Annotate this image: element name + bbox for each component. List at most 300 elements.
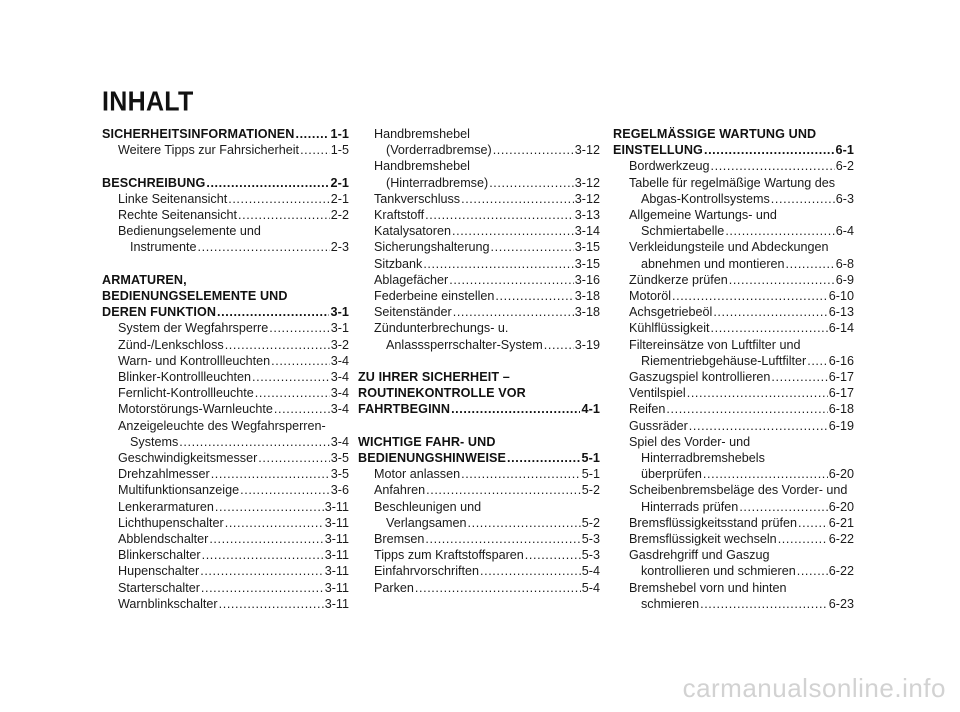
entry-title: schmieren: [641, 596, 700, 611]
entry-title: kontrollieren und schmieren: [641, 564, 796, 579]
entry-title: (Hinterradbremse): [386, 175, 489, 190]
toc-entry[interactable]: [613, 207, 854, 239]
toc-entry[interactable]: [613, 320, 854, 336]
entry-title: Bremsflüssigkeitsstand prüfen: [629, 515, 797, 530]
toc-entry[interactable]: [358, 563, 600, 579]
entry-title: Weitere Tipps zur Fahrsicherheit: [118, 143, 300, 158]
page-number: 4-1: [581, 402, 600, 417]
chapter-title: DEREN FUNKTION: [102, 305, 217, 320]
entry-line: [102, 239, 349, 255]
dot-leader: [211, 466, 330, 482]
entry-title-line: Spiel des Vorder- und: [629, 434, 751, 449]
entry-line: [102, 450, 349, 466]
toc-entry[interactable]: [102, 142, 349, 158]
entry-line: [613, 191, 854, 207]
entry-line: [102, 547, 349, 563]
toc-chapter[interactable]: [102, 272, 349, 321]
page-number: 5-3: [581, 532, 600, 547]
page-number: 5-1: [581, 467, 600, 482]
page-number: 2-1: [330, 175, 349, 190]
page-number: 3-11: [324, 564, 349, 579]
entry-line: [358, 207, 600, 223]
entry-line: [613, 272, 854, 288]
dot-leader: [689, 418, 828, 434]
toc-entry[interactable]: [613, 304, 854, 320]
dot-leader: [797, 563, 828, 579]
page-number: 6-16: [828, 353, 854, 368]
page-number: 3-1: [330, 321, 349, 336]
dot-leader: [544, 337, 574, 353]
dot-leader: [491, 239, 574, 255]
dot-leader: [219, 596, 324, 612]
toc-entry[interactable]: [613, 288, 854, 304]
entry-title: Fernlicht-Kontrollleuchte: [118, 386, 254, 401]
entry-line: [358, 515, 600, 531]
dot-leader: [489, 175, 574, 191]
toc-entry[interactable]: [358, 256, 600, 272]
dot-leader: [525, 547, 581, 563]
page-number: 3-12: [574, 143, 600, 158]
entry-title: Zünd-/Lenkschloss: [118, 337, 224, 352]
dot-leader: [198, 239, 330, 255]
dot-leader: [295, 126, 329, 142]
toc-entry[interactable]: [102, 353, 349, 369]
spacer: [358, 418, 600, 434]
page-number: 2-1: [330, 191, 349, 206]
entry-title: Verlangsamen: [386, 515, 467, 530]
dot-leader: [480, 563, 581, 579]
dot-leader: [426, 482, 581, 498]
entry-title-line: Hinterradbremshebels: [641, 451, 765, 466]
toc-entry[interactable]: [613, 515, 854, 531]
toc-entry[interactable]: [102, 337, 349, 353]
toc-entry[interactable]: [613, 418, 854, 434]
entry-line: [102, 207, 349, 223]
dot-leader: [206, 175, 329, 191]
entry-line: [358, 223, 600, 239]
dot-leader: [449, 272, 574, 288]
entry-line: [358, 175, 600, 191]
entry-line: [358, 256, 600, 272]
toc-entry[interactable]: [102, 466, 349, 482]
toc-entry[interactable]: [613, 434, 854, 483]
entry-title-line: Scheibenbremsbeläge des Vorder- und: [629, 483, 848, 498]
entry-line: [358, 239, 600, 255]
toc-entry[interactable]: [613, 158, 854, 174]
dot-leader: [202, 547, 324, 563]
entry-title: Tipps zum Kraftstoffsparen: [374, 548, 524, 563]
dot-leader: [215, 499, 324, 515]
toc-entry[interactable]: [102, 563, 349, 579]
toc-chapter[interactable]: [102, 126, 349, 142]
page-number: 3-5: [330, 451, 349, 466]
page-number: 6-2: [835, 159, 854, 174]
toc-entry[interactable]: [102, 547, 349, 563]
page-number: 6-3: [835, 191, 854, 206]
entry-line: [102, 580, 349, 596]
page-number: 6-20: [828, 499, 854, 514]
spacer: [102, 256, 349, 272]
toc-entry[interactable]: [358, 126, 600, 158]
toc-entry[interactable]: [358, 304, 600, 320]
page-number: 3-11: [324, 532, 349, 547]
dot-leader: [672, 288, 828, 304]
entry-line: [613, 401, 854, 417]
toc-entry[interactable]: [102, 207, 349, 223]
entry-title: Warnblinkschalter: [118, 596, 218, 611]
entry-title: Einfahrvorschriften: [374, 564, 479, 579]
entry-line: [102, 531, 349, 547]
dot-leader: [255, 385, 330, 401]
page-number: 3-11: [324, 596, 349, 611]
page-number: 5-2: [581, 515, 600, 530]
page-number: 6-22: [828, 532, 854, 547]
toc-chapter[interactable]: [358, 434, 600, 466]
page-number: 3-13: [574, 208, 600, 223]
entry-line: [358, 547, 600, 563]
page-number: 3-5: [330, 467, 349, 482]
entry-line: [613, 531, 854, 547]
toc-entry[interactable]: [358, 499, 600, 531]
entry-title-line: Beschleunigen und: [374, 499, 482, 514]
page-number: 6-1: [835, 143, 854, 158]
toc-entry[interactable]: [613, 369, 854, 385]
entry-line: [102, 499, 349, 515]
chapter-line: [102, 175, 349, 191]
page-number: 5-1: [581, 451, 600, 466]
toc-entry[interactable]: [358, 531, 600, 547]
dot-leader: [271, 353, 330, 369]
page-number: 3-18: [574, 289, 600, 304]
toc-entry[interactable]: [358, 288, 600, 304]
entry-line: [102, 401, 349, 417]
page-number: 3-12: [574, 175, 600, 190]
toc-entry[interactable]: [613, 401, 854, 417]
toc-entry[interactable]: [102, 531, 349, 547]
page-number: 6-9: [835, 272, 854, 287]
entry-line: [358, 563, 600, 579]
page-number: 3-2: [330, 337, 349, 352]
dot-leader: [771, 369, 827, 385]
entry-line: [102, 191, 349, 207]
toc-entry[interactable]: [358, 207, 600, 223]
dot-leader: [452, 223, 574, 239]
entry-title: Hupenschalter: [118, 564, 200, 579]
entry-title: Seitenständer: [374, 305, 452, 320]
toc-entry[interactable]: [613, 385, 854, 401]
page-number: 5-3: [581, 548, 600, 563]
dot-leader: [179, 434, 330, 450]
entry-title-line: Gasdrehgriff und Gaszug: [629, 548, 770, 563]
toc-entry[interactable]: [358, 547, 600, 563]
dot-leader: [704, 142, 835, 158]
dot-leader: [507, 450, 580, 466]
dot-leader: [493, 142, 574, 158]
entry-title: Abgas-Kontrollsystems: [641, 191, 770, 206]
toc-entry[interactable]: [613, 239, 854, 271]
page-number: 6-17: [828, 370, 854, 385]
dot-leader: [201, 580, 324, 596]
toc-entry[interactable]: [102, 369, 349, 385]
entry-title-line: Filtereinsätze von Luftfilter und: [629, 337, 801, 352]
entry-title: Lenkerarmaturen: [118, 499, 214, 514]
spacer: [358, 353, 600, 369]
toc-entry[interactable]: [613, 337, 854, 369]
entry-line: [358, 580, 600, 596]
entry-title-line: Tabelle für regelmäßige Wartung des: [629, 175, 836, 190]
entry-line: [358, 191, 600, 207]
page-number: 3-11: [324, 580, 349, 595]
dot-leader: [713, 304, 827, 320]
dot-leader: [274, 401, 330, 417]
entry-title: Sicherungshalterung: [374, 240, 490, 255]
entry-title: Ablagefächer: [374, 272, 449, 287]
entry-title-line: Bedienungselemente und: [118, 224, 261, 239]
entry-title: Zündkerze prüfen: [629, 272, 728, 287]
entry-line: [358, 531, 600, 547]
entry-title: (Vorderradbremse): [386, 143, 492, 158]
entry-title: Anfahren: [374, 483, 426, 498]
toc-entry[interactable]: [613, 580, 854, 612]
dot-leader: [729, 272, 835, 288]
entry-line: [358, 337, 600, 353]
page-number: 3-6: [330, 483, 349, 498]
toc-chapter[interactable]: [102, 175, 349, 191]
toc-entry[interactable]: [358, 580, 600, 596]
toc-entry[interactable]: [102, 191, 349, 207]
entry-line: [102, 320, 349, 336]
entry-title: Kraftstoff: [374, 208, 425, 223]
toc-entry[interactable]: [358, 239, 600, 255]
chapter-line: [358, 401, 600, 417]
dot-leader: [269, 320, 330, 336]
toc-entry[interactable]: [358, 223, 600, 239]
toc-entry[interactable]: [358, 466, 600, 482]
entry-line: [613, 304, 854, 320]
dot-leader: [415, 580, 581, 596]
entry-title-line: Handbremshebel: [374, 127, 470, 141]
entry-line: [613, 499, 854, 515]
dot-leader: [711, 320, 828, 336]
entry-title: Starterschalter: [118, 580, 200, 595]
dot-leader: [725, 223, 834, 239]
entry-line: [613, 385, 854, 401]
entry-line: [613, 320, 854, 336]
entry-title-line: Zündunterbrechungs- u.: [374, 321, 509, 336]
toc-entry[interactable]: [613, 272, 854, 288]
chapter-line: [102, 126, 349, 142]
toc-entry[interactable]: [613, 175, 854, 207]
dot-leader: [703, 466, 828, 482]
entry-title: Schmiertabelle: [641, 224, 725, 239]
page-number: 3-1: [330, 305, 349, 320]
dot-leader: [461, 191, 574, 207]
toc-entry[interactable]: [358, 191, 600, 207]
entry-title: Reifen: [629, 402, 666, 417]
toc-entry[interactable]: [613, 547, 854, 579]
page-number: 3-12: [574, 191, 600, 206]
chapter-title: BESCHREIBUNG: [102, 175, 206, 190]
toc-entry[interactable]: [102, 515, 349, 531]
dot-leader: [700, 596, 828, 612]
toc-entry[interactable]: [358, 272, 600, 288]
page-number: 3-18: [574, 305, 600, 320]
page-number: 3-4: [330, 434, 349, 449]
dot-leader: [739, 499, 827, 515]
dot-leader: [666, 401, 827, 417]
toc-chapter[interactable]: [613, 126, 854, 158]
dot-leader: [453, 304, 574, 320]
toc-entry[interactable]: [358, 482, 600, 498]
dot-leader: [300, 142, 330, 158]
dot-leader: [217, 304, 329, 320]
entry-line: [102, 142, 349, 158]
entry-title: Geschwindigkeitsmesser: [118, 451, 258, 466]
dot-leader: [258, 450, 330, 466]
entry-title-line: Allgemeine Wartungs- und: [629, 208, 777, 223]
page-number: 6-10: [828, 289, 854, 304]
entry-title: Warn- und Kontrollleuchten: [118, 353, 271, 368]
entry-title: Blinkerschalter: [118, 548, 201, 563]
toc-entry[interactable]: [102, 499, 349, 515]
entry-title: Kühlflüssigkeit: [629, 321, 710, 336]
toc-entry[interactable]: [613, 531, 854, 547]
entry-line: [613, 256, 854, 272]
chapter-title: SICHERHEITSINFORMATIONEN: [102, 127, 295, 141]
page-number: 3-19: [574, 337, 600, 352]
chapter-title-line: REGELMÄSSIGE WARTUNG UND: [613, 127, 817, 141]
entry-title: Hinterrads prüfen: [641, 499, 739, 514]
entry-line: [102, 353, 349, 369]
page-number: 2-2: [330, 208, 349, 222]
page-number: 2-3: [330, 240, 349, 255]
toc-entry[interactable]: [102, 401, 349, 417]
entry-title: Bremsflüssigkeit wechseln: [629, 532, 777, 547]
dot-leader: [711, 158, 835, 174]
toc-entry[interactable]: [102, 580, 349, 596]
chapter-title: EINSTELLUNG: [613, 143, 703, 158]
dot-leader: [771, 191, 835, 207]
entry-title: Tankverschluss: [374, 191, 461, 206]
entry-title: überprüfen: [641, 467, 702, 482]
entry-title: Parken: [374, 580, 414, 595]
entry-title: Instrumente: [130, 240, 197, 255]
entry-line: [613, 158, 854, 174]
dot-leader: [687, 385, 828, 401]
dot-leader: [461, 466, 581, 482]
toc-entry[interactable]: [102, 450, 349, 466]
chapter-title-line: ZU IHRER SICHERHEIT –: [358, 370, 510, 385]
entry-line: [358, 466, 600, 482]
entry-title: Motoröl: [629, 289, 671, 304]
page-number: 3-4: [330, 370, 349, 385]
toc-column-3: [613, 126, 854, 612]
entry-line: [102, 563, 349, 579]
page-number: 6-13: [828, 305, 854, 320]
entry-title: System der Wegfahrsperre: [118, 321, 269, 336]
page-title: INHALT: [102, 86, 194, 118]
dot-leader: [228, 191, 330, 207]
entry-line: [613, 369, 854, 385]
toc-chapter[interactable]: [358, 369, 600, 418]
toc-entry[interactable]: [358, 320, 600, 352]
dot-leader: [495, 288, 573, 304]
page-number: 3-11: [324, 548, 349, 563]
dot-leader: [423, 256, 573, 272]
page-number: 3-15: [574, 240, 600, 255]
toc-column-1: [102, 126, 349, 612]
toc-entry[interactable]: [102, 596, 349, 612]
entry-title-line: Anzeigeleuchte des Wegfahrsperren-: [118, 418, 326, 433]
entry-line: [358, 304, 600, 320]
entry-title: Riementriebgehäuse-Luftfilter: [641, 353, 807, 368]
entry-title: Lichthupenschalter: [118, 515, 224, 530]
dot-leader: [786, 256, 835, 272]
entry-line: [358, 288, 600, 304]
chapter-title-line: ROUTINEKONTROLLE VOR: [358, 386, 526, 401]
page-number: 6-17: [828, 386, 854, 401]
entry-line: [358, 482, 600, 498]
entry-title: Bremsen: [374, 532, 425, 547]
toc-entry[interactable]: [102, 482, 349, 498]
toc-entry[interactable]: [102, 223, 349, 255]
entry-line: [613, 418, 854, 434]
entry-line: [102, 466, 349, 482]
toc-entry[interactable]: [613, 482, 854, 514]
entry-line: [613, 466, 854, 482]
page-number: 3-11: [324, 499, 349, 514]
entry-title: Multifunktionsanzeige: [118, 483, 240, 498]
chapter-title: FAHRTBEGINN: [358, 402, 451, 417]
chapter-title-line: ARMATUREN,: [102, 272, 187, 287]
entry-title: Anlasssperrschalter-System: [386, 337, 543, 352]
entry-line: [613, 288, 854, 304]
page-number: 6-23: [828, 596, 854, 611]
entry-line: [102, 337, 349, 353]
page-number: 3-15: [574, 256, 600, 271]
page-number: 3-16: [574, 272, 600, 287]
toc-entry[interactable]: [102, 320, 349, 336]
page-number: 3-4: [330, 386, 349, 401]
toc-entry[interactable]: [102, 418, 349, 450]
dot-leader: [238, 207, 330, 223]
entry-line: [102, 369, 349, 385]
spacer: [102, 158, 349, 174]
entry-line: [102, 434, 349, 450]
dot-leader: [200, 563, 324, 579]
page-number: 3-14: [574, 224, 600, 239]
page-number: 5-4: [581, 580, 600, 595]
page-number: 1-1: [330, 127, 349, 141]
dot-leader: [425, 531, 580, 547]
entry-line: [358, 272, 600, 288]
page-number: 6-20: [828, 467, 854, 482]
dot-leader: [451, 401, 580, 417]
chapter-title-line: WICHTIGE FAHR- UND: [358, 434, 496, 449]
page-number: 3-11: [324, 515, 349, 530]
entry-title: abnehmen und montieren: [641, 256, 785, 271]
page-number: 6-4: [835, 224, 854, 239]
entry-title: Gussräder: [629, 418, 688, 433]
page-number: 6-14: [828, 321, 854, 336]
entry-title-line: Handbremshebel: [374, 159, 470, 174]
toc-entry[interactable]: [102, 385, 349, 401]
entry-title: Ventilspiel: [629, 386, 686, 401]
chapter-title-line: BEDIENUNGSELEMENTE UND: [102, 289, 288, 303]
toc-entry[interactable]: [358, 158, 600, 190]
entry-line: [613, 515, 854, 531]
entry-title: Gaszugspiel kontrollieren: [629, 370, 771, 385]
